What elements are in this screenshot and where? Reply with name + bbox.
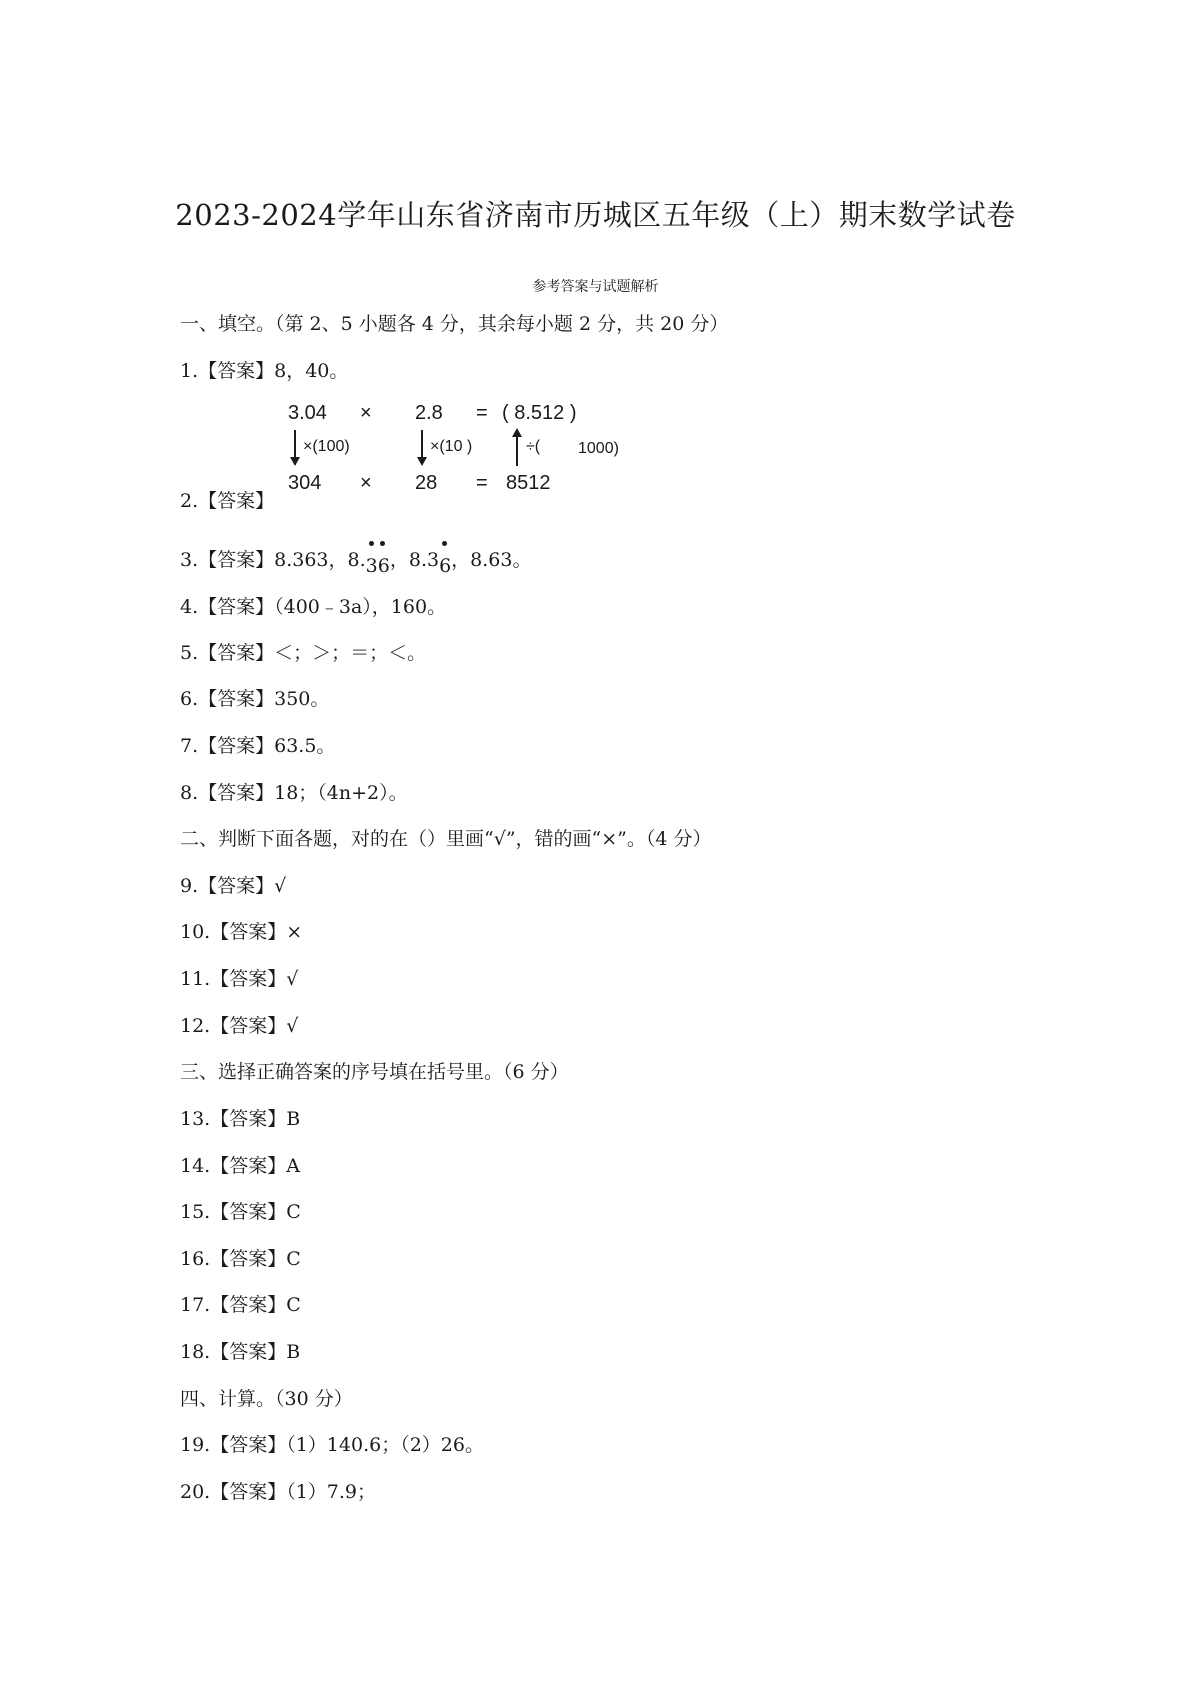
diagram-left-multiplier: ×(100) xyxy=(303,438,350,455)
answer-18: 18.【答案】B xyxy=(180,1341,301,1363)
section-4-heading: 四、计算。（30 分） xyxy=(180,1388,353,1410)
answer-11: 11.【答案】√ xyxy=(180,968,299,990)
answer-3-sep2: ，8.3 xyxy=(389,549,440,571)
answer-6: 6.【答案】350。 xyxy=(180,688,330,710)
answer-3-repeat1-digits: 36 xyxy=(365,555,390,577)
diagram-bottom-factor-b: 28 xyxy=(415,472,438,494)
diagram-top-result: ( 8.512 ) xyxy=(502,402,577,424)
answer-19: 19.【答案】（1）140.6；（2）26。 xyxy=(180,1434,484,1456)
repeat-dot-3 xyxy=(442,541,447,546)
up-arrow-right xyxy=(516,436,518,466)
answer-5: 5.【答案】＜；＞；＝；＜。 xyxy=(180,642,427,664)
diagram-right-divisor-value: 1000) xyxy=(578,440,619,457)
diagram-right-divisor: ÷( xyxy=(526,438,541,455)
repeat-dot-2 xyxy=(380,541,385,546)
answer-14: 14.【答案】A xyxy=(180,1155,300,1177)
diagram-bottom-result: 8512 xyxy=(506,472,551,494)
diagram-top-factor-a: 3.04 xyxy=(288,402,327,424)
answer-12: 12.【答案】√ xyxy=(180,1015,299,1037)
diagram-top-equals: = xyxy=(476,402,488,424)
answer-3-sep1: ，8. xyxy=(328,549,366,571)
up-arrowhead-right xyxy=(512,428,522,437)
down-arrowhead-left xyxy=(290,457,300,466)
answer-15: 15.【答案】C xyxy=(180,1201,301,1223)
answer-8: 8.【答案】18；（4n+2）。 xyxy=(180,782,408,804)
section-1-heading: 一、填空。（第 2、5 小题各 4 分，其余每小题 2 分，共 20 分） xyxy=(180,313,729,335)
document-subtitle: 参考答案与试题解析 xyxy=(532,279,659,295)
answer-20: 20.【答案】（1）7.9； xyxy=(180,1481,377,1503)
diagram-top-operator: × xyxy=(360,402,372,424)
answer-16: 16.【答案】C xyxy=(180,1248,301,1270)
answer-3-repeat2 xyxy=(439,555,451,577)
answer-3-repeat1 xyxy=(366,555,390,577)
diagram-bottom-factor-a: 304 xyxy=(288,472,322,494)
down-arrow-middle xyxy=(421,430,423,460)
answer-1: 1.【答案】8，40。 xyxy=(180,360,349,382)
section-2-heading: 二、判断下面各题，对的在（）里画“√”，错的画“×”。（4 分） xyxy=(180,828,712,850)
answer-3-suffix: ，8.63。 xyxy=(451,549,532,571)
answer-2-label: 2.【答案】 xyxy=(180,490,275,512)
section-3-heading: 三、选择正确答案的序号填在括号里。（6 分） xyxy=(180,1061,569,1083)
answer-4: 4.【答案】（400﹣3a），160。 xyxy=(180,596,447,618)
diagram-middle-multiplier: ×(10 ) xyxy=(430,438,473,455)
down-arrowhead-middle xyxy=(417,457,427,466)
answer-10: 10.【答案】× xyxy=(180,921,303,943)
diagram-bottom-operator: × xyxy=(360,472,372,494)
answer-3-prefix: 3.【答案】8.363 xyxy=(180,549,329,571)
answer-7: 7.【答案】63.5。 xyxy=(180,735,336,757)
repeat-dot-1 xyxy=(369,541,374,546)
calculation-diagram xyxy=(288,402,628,502)
diagram-bottom-equals: = xyxy=(476,472,488,494)
answer-17: 17.【答案】C xyxy=(180,1294,301,1316)
answer-3-repeat2-digits: 6 xyxy=(439,555,452,577)
diagram-top-factor-b: 2.8 xyxy=(415,402,443,424)
answer-13: 13.【答案】B xyxy=(180,1108,301,1130)
answer-3 xyxy=(180,545,532,577)
answer-9: 9.【答案】√ xyxy=(180,875,287,897)
down-arrow-left xyxy=(294,430,296,460)
document-title: 2023-2024学年山东省济南市历城区五年级（上）期末数学试卷 xyxy=(175,198,1016,232)
